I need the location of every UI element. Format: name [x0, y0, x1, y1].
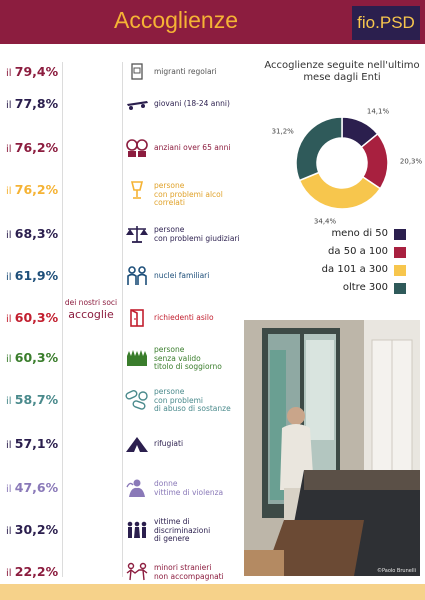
donut-slice-label: 14,1%	[366, 107, 390, 116]
stat-value: 22,2%	[14, 564, 59, 579]
stat-label	[154, 100, 250, 109]
stat-value: 76,2%	[14, 182, 59, 197]
legend-label: meno di 50	[331, 228, 388, 239]
stat-label-line: rifugiati	[154, 439, 184, 448]
stat-percentage	[6, 178, 66, 202]
stat-row	[0, 346, 250, 386]
photo-credit: ©Paolo Brunelli	[376, 568, 416, 574]
stat-row	[0, 92, 250, 132]
donut-slice	[296, 117, 342, 180]
stat-label	[154, 518, 250, 544]
legend-swatch	[394, 247, 406, 258]
stat-label-line: con problemi alcol correlati	[154, 189, 223, 207]
center-caption-line2: accoglie	[68, 308, 114, 321]
photo-elderly-man-at-window	[244, 320, 420, 576]
stat-label-line: donne	[154, 479, 178, 488]
stat-value: 60,3%	[14, 310, 59, 325]
stat-label-line: senza valido	[154, 353, 201, 363]
stat-label-line: titolo di soggiorno	[154, 362, 222, 371]
stat-label-line: migranti regolari	[154, 67, 217, 76]
stat-label-line: giovani (18-24 anni)	[154, 99, 230, 108]
skateboard-icon	[124, 93, 150, 115]
stat-label	[154, 272, 250, 281]
stat-label	[154, 68, 250, 77]
stat-label-line: con problemi	[154, 395, 203, 405]
stat-label-line: con problemi giudiziari	[154, 233, 240, 243]
stat-row	[0, 432, 250, 472]
stat-label	[154, 480, 250, 497]
stat-label-line: persone	[154, 181, 185, 190]
legend-item	[300, 244, 420, 262]
stat-prefix: il	[6, 568, 15, 579]
stat-value: 68,3%	[14, 226, 59, 241]
stat-row	[0, 222, 250, 262]
stat-row	[0, 476, 250, 516]
stat-label-line: nuclei familiari	[154, 271, 210, 280]
stat-value: 61,9%	[14, 268, 59, 283]
stat-label-line: di genere	[154, 534, 190, 543]
center-caption	[58, 298, 124, 321]
stat-prefix: il	[6, 68, 15, 79]
stat-prefix: il	[6, 484, 15, 495]
stat-prefix: il	[6, 526, 15, 537]
door-exit-icon	[124, 307, 150, 329]
pills-icon	[124, 389, 150, 411]
stat-percentage	[6, 306, 66, 330]
stat-value: 57,1%	[14, 436, 59, 451]
stat-percentage	[6, 476, 66, 500]
stat-label	[154, 440, 250, 449]
stat-label-line: minori stranieri	[154, 563, 212, 572]
stat-prefix: il	[6, 440, 15, 451]
stat-value: 77,8%	[14, 96, 59, 111]
legend-item	[300, 226, 420, 244]
stat-label	[154, 564, 250, 581]
stat-label-line: richiedenti asilo	[154, 313, 214, 322]
stat-row	[0, 264, 250, 304]
stat-prefix: il	[6, 100, 15, 111]
legend-swatch	[394, 229, 406, 240]
header-bar	[0, 0, 425, 44]
stat-label-line: persone	[154, 345, 185, 354]
glass-icon	[124, 179, 150, 201]
legend-label: oltre 300	[342, 282, 388, 293]
stat-percentage	[6, 432, 66, 456]
stat-value: 79,4%	[14, 64, 59, 79]
stat-percentage	[6, 60, 66, 84]
stat-percentage	[6, 136, 66, 160]
chart-title: Accoglienze seguite nell'ultimo mese dagli Enti	[264, 60, 420, 83]
stat-value: 58,7%	[14, 392, 59, 407]
stat-label	[154, 314, 250, 323]
stat-prefix: il	[6, 272, 15, 283]
stat-prefix: il	[6, 144, 15, 155]
stat-value: 30,2%	[14, 522, 59, 537]
stat-percentage	[6, 92, 66, 116]
bottom-bar	[0, 584, 425, 600]
center-caption-line1: dei nostri soci	[64, 298, 118, 307]
photo-illustration	[244, 320, 420, 576]
elderly-couple-icon	[124, 137, 150, 159]
stat-value: 47,6%	[14, 480, 59, 495]
donut-chart	[262, 98, 422, 228]
donut-slice-label: 31,2%	[271, 127, 294, 136]
legend-label: da 101 a 300	[321, 264, 388, 275]
children-icon	[124, 561, 150, 583]
donut-slice-label: 20,3%	[399, 157, 422, 166]
stat-label-line: anziani over 65 anni	[154, 143, 231, 152]
legend-item	[300, 280, 420, 298]
stat-row	[0, 178, 250, 218]
stat-percentage	[6, 388, 66, 412]
grass-icon	[124, 347, 150, 369]
stat-prefix: il	[6, 354, 15, 365]
tent-icon	[124, 433, 150, 455]
stat-label-line: vittime di	[154, 517, 190, 526]
stat-label-line: non accompagnati	[154, 571, 224, 581]
stat-label	[154, 388, 250, 414]
stat-percentage	[6, 518, 66, 542]
stat-row	[0, 388, 250, 428]
stat-prefix: il	[6, 396, 15, 407]
stat-value: 60,3%	[14, 350, 59, 365]
stat-label-line: persone	[154, 225, 185, 234]
stat-row	[0, 306, 250, 346]
legend-label: da 50 a 100	[328, 246, 388, 257]
people-group-icon	[124, 519, 150, 541]
stat-percentage	[6, 264, 66, 288]
fiopsd-logo: fio.PSD	[352, 6, 420, 40]
stat-value: 76,2%	[14, 140, 59, 155]
stat-row	[0, 518, 250, 558]
stat-label-line: di abuso di sostanze	[154, 404, 231, 413]
stat-percentage	[6, 346, 66, 370]
page-title: Accoglienze	[113, 7, 239, 33]
legend-swatch	[394, 265, 406, 276]
stat-percentage	[6, 222, 66, 246]
stat-percentage	[6, 560, 66, 584]
stat-label	[154, 182, 250, 208]
donut-slice-label: 34,4%	[313, 217, 337, 226]
stat-label	[154, 144, 250, 153]
legend-item	[300, 262, 420, 280]
family-icon	[124, 265, 150, 287]
woman-icon	[124, 477, 150, 499]
legend-swatch	[394, 283, 406, 294]
document-icon	[124, 61, 150, 83]
stat-label	[154, 226, 250, 243]
stat-label-line: discriminazioni	[154, 525, 211, 535]
stat-label-line: persone	[154, 387, 185, 396]
stat-prefix: il	[6, 314, 15, 325]
chart-legend	[300, 226, 420, 298]
stat-row	[0, 136, 250, 176]
stat-prefix: il	[6, 230, 15, 241]
stat-label	[154, 346, 250, 372]
stat-prefix: il	[6, 186, 15, 197]
stat-label-line: vittime di violenza	[154, 487, 224, 497]
scales-icon	[124, 223, 150, 245]
